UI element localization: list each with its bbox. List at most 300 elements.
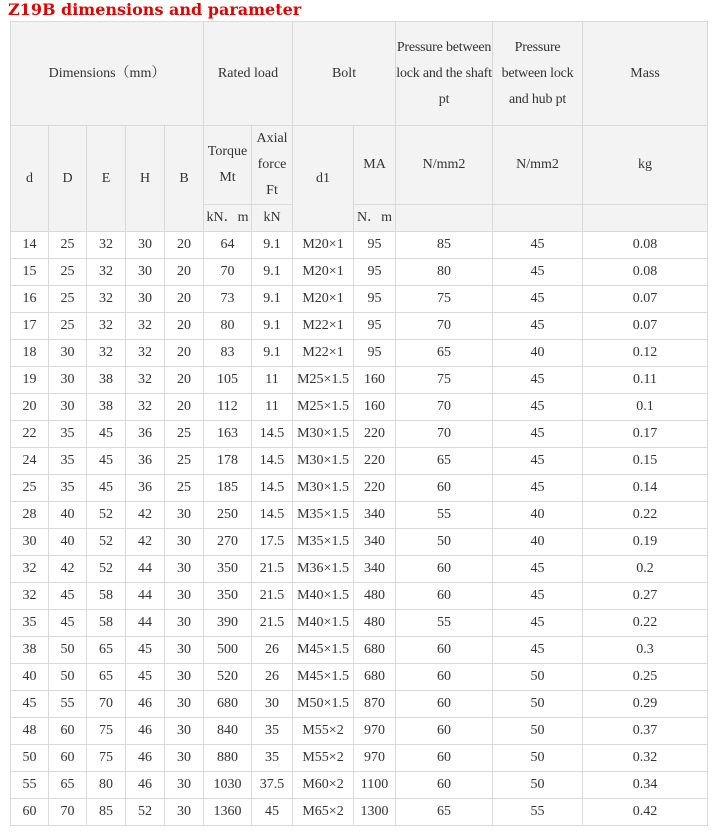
cell-D: 60: [49, 745, 87, 772]
cell-D: 45: [49, 610, 87, 637]
unit-torque: kN．m: [204, 205, 252, 232]
cell-B: 20: [165, 286, 204, 313]
cell-pt-shaft: 55: [396, 502, 493, 529]
cell-D: 25: [49, 286, 87, 313]
cell-d: 48: [11, 718, 49, 745]
cell-B: 20: [165, 367, 204, 394]
col-torque: Torque Mt: [204, 126, 252, 205]
cell-axial-force: 14.5: [252, 421, 293, 448]
cell-pt-shaft: 50: [396, 529, 493, 556]
cell-E: 32: [87, 232, 126, 259]
cell-axial-force: 9.1: [252, 313, 293, 340]
cell-B: 30: [165, 718, 204, 745]
cell-mass: 0.1: [583, 394, 708, 421]
table-row: [11, 529, 708, 556]
cell-H: 44: [126, 610, 165, 637]
spec-table: [10, 21, 708, 826]
unit-empty-hub: [493, 205, 583, 232]
cell-D: 42: [49, 556, 87, 583]
cell-B: 30: [165, 529, 204, 556]
cell-pt-hub: 45: [493, 286, 583, 313]
cell-E: 38: [87, 394, 126, 421]
unit-empty-shaft: [396, 205, 493, 232]
table-header: [11, 22, 708, 232]
cell-pt-hub: 45: [493, 421, 583, 448]
cell-D: 35: [49, 475, 87, 502]
cell-H: 46: [126, 691, 165, 718]
cell-pt-hub: 40: [493, 529, 583, 556]
cell-B: 30: [165, 556, 204, 583]
cell-torque: 83: [204, 340, 252, 367]
cell-MA: 340: [354, 529, 396, 556]
cell-d: 55: [11, 772, 49, 799]
cell-d: 24: [11, 448, 49, 475]
table-row: [11, 556, 708, 583]
cell-d: 18: [11, 340, 49, 367]
cell-mass: 0.08: [583, 259, 708, 286]
col-pt-shaft-unit: N/mm2: [396, 126, 493, 205]
cell-MA: 160: [354, 394, 396, 421]
cell-pt-shaft: 60: [396, 664, 493, 691]
cell-axial-force: 11: [252, 367, 293, 394]
cell-d: 40: [11, 664, 49, 691]
cell-D: 40: [49, 502, 87, 529]
cell-axial-force: 11: [252, 394, 293, 421]
table-row: [11, 367, 708, 394]
cell-mass: 0.14: [583, 475, 708, 502]
cell-axial-force: 30: [252, 691, 293, 718]
cell-axial-force: 9.1: [252, 232, 293, 259]
cell-H: 44: [126, 556, 165, 583]
cell-d1: M55×2: [293, 745, 354, 772]
cell-pt-hub: 45: [493, 313, 583, 340]
cell-MA: 95: [354, 313, 396, 340]
table-row: [11, 691, 708, 718]
cell-H: 46: [126, 718, 165, 745]
cell-torque: 840: [204, 718, 252, 745]
header-pressure-hub: Pressure between lock and hub pt: [493, 22, 583, 126]
cell-axial-force: 21.5: [252, 610, 293, 637]
cell-torque: 73: [204, 286, 252, 313]
cell-MA: 870: [354, 691, 396, 718]
cell-B: 30: [165, 664, 204, 691]
cell-d1: M20×1: [293, 232, 354, 259]
cell-E: 32: [87, 313, 126, 340]
cell-d: 35: [11, 610, 49, 637]
cell-pt-shaft: 70: [396, 421, 493, 448]
cell-D: 40: [49, 529, 87, 556]
cell-MA: 480: [354, 583, 396, 610]
cell-pt-shaft: 70: [396, 394, 493, 421]
cell-H: 32: [126, 394, 165, 421]
cell-H: 32: [126, 340, 165, 367]
cell-D: 25: [49, 259, 87, 286]
table-row: [11, 637, 708, 664]
cell-MA: 970: [354, 745, 396, 772]
cell-MA: 95: [354, 286, 396, 313]
cell-d: 16: [11, 286, 49, 313]
col-d1: d1: [293, 126, 354, 232]
cell-axial-force: 26: [252, 664, 293, 691]
cell-D: 30: [49, 340, 87, 367]
cell-d: 32: [11, 556, 49, 583]
cell-axial-force: 17.5: [252, 529, 293, 556]
unit-MA: N．m: [354, 205, 396, 232]
cell-pt-shaft: 65: [396, 340, 493, 367]
cell-H: 36: [126, 448, 165, 475]
cell-torque: 1030: [204, 772, 252, 799]
cell-pt-shaft: 75: [396, 286, 493, 313]
cell-torque: 270: [204, 529, 252, 556]
cell-pt-shaft: 60: [396, 691, 493, 718]
cell-axial-force: 26: [252, 637, 293, 664]
cell-pt-hub: 50: [493, 691, 583, 718]
cell-H: 42: [126, 502, 165, 529]
cell-E: 58: [87, 583, 126, 610]
cell-B: 30: [165, 745, 204, 772]
cell-pt-hub: 50: [493, 664, 583, 691]
cell-MA: 340: [354, 502, 396, 529]
cell-B: 30: [165, 772, 204, 799]
cell-B: 20: [165, 232, 204, 259]
header-bolt: Bolt: [293, 22, 396, 126]
cell-d: 22: [11, 421, 49, 448]
cell-torque: 350: [204, 556, 252, 583]
cell-torque: 112: [204, 394, 252, 421]
cell-pt-shaft: 60: [396, 718, 493, 745]
cell-d1: M36×1.5: [293, 556, 354, 583]
cell-mass: 0.08: [583, 232, 708, 259]
cell-d1: M30×1.5: [293, 421, 354, 448]
cell-mass: 0.25: [583, 664, 708, 691]
cell-B: 30: [165, 610, 204, 637]
cell-E: 52: [87, 502, 126, 529]
cell-d1: M65×2: [293, 799, 354, 826]
cell-torque: 880: [204, 745, 252, 772]
cell-E: 32: [87, 340, 126, 367]
cell-E: 85: [87, 799, 126, 826]
cell-H: 30: [126, 259, 165, 286]
header-group-row: [11, 22, 708, 126]
cell-torque: 390: [204, 610, 252, 637]
cell-H: 36: [126, 475, 165, 502]
cell-mass: 0.22: [583, 502, 708, 529]
cell-E: 45: [87, 448, 126, 475]
cell-H: 46: [126, 772, 165, 799]
table-row: [11, 610, 708, 637]
cell-E: 52: [87, 556, 126, 583]
cell-torque: 185: [204, 475, 252, 502]
cell-B: 20: [165, 313, 204, 340]
col-B: B: [165, 126, 204, 232]
table-row: [11, 232, 708, 259]
cell-mass: 0.19: [583, 529, 708, 556]
cell-E: 70: [87, 691, 126, 718]
cell-B: 25: [165, 421, 204, 448]
cell-d: 20: [11, 394, 49, 421]
cell-mass: 0.07: [583, 313, 708, 340]
cell-axial-force: 14.5: [252, 475, 293, 502]
cell-MA: 680: [354, 664, 396, 691]
col-MA: MA: [354, 126, 396, 205]
cell-D: 25: [49, 313, 87, 340]
cell-E: 65: [87, 664, 126, 691]
cell-MA: 95: [354, 340, 396, 367]
cell-d1: M25×1.5: [293, 394, 354, 421]
cell-MA: 220: [354, 448, 396, 475]
cell-B: 25: [165, 475, 204, 502]
header-rated-load: Rated load: [204, 22, 293, 126]
table-row: [11, 421, 708, 448]
cell-d: 19: [11, 367, 49, 394]
cell-torque: 1360: [204, 799, 252, 826]
cell-pt-shaft: 60: [396, 637, 493, 664]
cell-D: 35: [49, 421, 87, 448]
cell-E: 75: [87, 718, 126, 745]
cell-D: 50: [49, 637, 87, 664]
cell-D: 60: [49, 718, 87, 745]
page-title: Z19B dimensions and parameter: [8, 0, 302, 19]
cell-d: 45: [11, 691, 49, 718]
cell-H: 45: [126, 664, 165, 691]
cell-mass: 0.32: [583, 745, 708, 772]
cell-E: 80: [87, 772, 126, 799]
cell-MA: 970: [354, 718, 396, 745]
table-row: [11, 772, 708, 799]
header-mass: Mass: [583, 22, 708, 126]
table-row: [11, 259, 708, 286]
cell-D: 30: [49, 394, 87, 421]
col-E: E: [87, 126, 126, 232]
cell-MA: 160: [354, 367, 396, 394]
unit-axial-force: kN: [252, 205, 293, 232]
cell-D: 35: [49, 448, 87, 475]
cell-B: 30: [165, 502, 204, 529]
cell-MA: 1100: [354, 772, 396, 799]
cell-mass: 0.37: [583, 718, 708, 745]
cell-mass: 0.12: [583, 340, 708, 367]
table-row: [11, 502, 708, 529]
table-row: [11, 286, 708, 313]
cell-pt-hub: 55: [493, 799, 583, 826]
table-row: [11, 340, 708, 367]
cell-D: 65: [49, 772, 87, 799]
cell-D: 50: [49, 664, 87, 691]
cell-d: 28: [11, 502, 49, 529]
cell-d1: M22×1: [293, 340, 354, 367]
col-H: H: [126, 126, 165, 232]
cell-pt-hub: 40: [493, 340, 583, 367]
cell-pt-shaft: 85: [396, 232, 493, 259]
cell-axial-force: 35: [252, 718, 293, 745]
cell-H: 52: [126, 799, 165, 826]
cell-H: 46: [126, 745, 165, 772]
cell-pt-shaft: 80: [396, 259, 493, 286]
cell-B: 30: [165, 637, 204, 664]
col-pt-hub-unit: N/mm2: [493, 126, 583, 205]
cell-mass: 0.34: [583, 772, 708, 799]
header-dimensions: Dimensions（mm）: [11, 22, 204, 126]
cell-MA: 340: [354, 556, 396, 583]
cell-MA: 95: [354, 232, 396, 259]
cell-H: 30: [126, 286, 165, 313]
cell-d1: M20×1: [293, 259, 354, 286]
table-row: [11, 745, 708, 772]
cell-mass: 0.3: [583, 637, 708, 664]
cell-B: 25: [165, 448, 204, 475]
cell-mass: 0.07: [583, 286, 708, 313]
cell-D: 70: [49, 799, 87, 826]
cell-mass: 0.17: [583, 421, 708, 448]
cell-B: 20: [165, 394, 204, 421]
cell-d1: M35×1.5: [293, 529, 354, 556]
cell-pt-hub: 45: [493, 610, 583, 637]
cell-E: 32: [87, 286, 126, 313]
cell-E: 45: [87, 475, 126, 502]
cell-pt-shaft: 60: [396, 745, 493, 772]
cell-d1: M30×1.5: [293, 475, 354, 502]
cell-H: 32: [126, 367, 165, 394]
cell-H: 30: [126, 232, 165, 259]
cell-pt-hub: 50: [493, 772, 583, 799]
cell-pt-hub: 50: [493, 745, 583, 772]
col-D: D: [49, 126, 87, 232]
cell-MA: 1300: [354, 799, 396, 826]
cell-torque: 520: [204, 664, 252, 691]
cell-pt-hub: 45: [493, 259, 583, 286]
cell-E: 45: [87, 421, 126, 448]
cell-d1: M45×1.5: [293, 637, 354, 664]
cell-H: 36: [126, 421, 165, 448]
cell-d: 32: [11, 583, 49, 610]
cell-d: 38: [11, 637, 49, 664]
cell-torque: 178: [204, 448, 252, 475]
cell-MA: 95: [354, 259, 396, 286]
cell-torque: 64: [204, 232, 252, 259]
cell-pt-hub: 45: [493, 394, 583, 421]
cell-mass: 0.29: [583, 691, 708, 718]
cell-d1: M25×1.5: [293, 367, 354, 394]
cell-pt-hub: 45: [493, 448, 583, 475]
cell-B: 30: [165, 583, 204, 610]
cell-pt-shaft: 70: [396, 313, 493, 340]
cell-H: 32: [126, 313, 165, 340]
table-row: [11, 475, 708, 502]
cell-pt-shaft: 75: [396, 367, 493, 394]
cell-E: 38: [87, 367, 126, 394]
cell-axial-force: 35: [252, 745, 293, 772]
cell-pt-shaft: 60: [396, 772, 493, 799]
cell-MA: 480: [354, 610, 396, 637]
cell-d: 50: [11, 745, 49, 772]
cell-pt-shaft: 60: [396, 475, 493, 502]
cell-axial-force: 9.1: [252, 286, 293, 313]
cell-H: 45: [126, 637, 165, 664]
cell-B: 20: [165, 340, 204, 367]
table-row: [11, 664, 708, 691]
cell-pt-shaft: 55: [396, 610, 493, 637]
cell-d1: M55×2: [293, 718, 354, 745]
cell-axial-force: 9.1: [252, 340, 293, 367]
cell-axial-force: 21.5: [252, 556, 293, 583]
cell-mass: 0.22: [583, 610, 708, 637]
cell-torque: 105: [204, 367, 252, 394]
cell-torque: 500: [204, 637, 252, 664]
cell-d: 17: [11, 313, 49, 340]
cell-mass: 0.2: [583, 556, 708, 583]
cell-D: 45: [49, 583, 87, 610]
cell-E: 32: [87, 259, 126, 286]
cell-pt-hub: 45: [493, 556, 583, 583]
cell-pt-hub: 50: [493, 718, 583, 745]
cell-B: 30: [165, 799, 204, 826]
cell-d1: M22×1: [293, 313, 354, 340]
cell-pt-shaft: 60: [396, 556, 493, 583]
cell-mass: 0.15: [583, 448, 708, 475]
cell-D: 25: [49, 232, 87, 259]
col-axial-force: Axial force Ft: [252, 126, 293, 205]
cell-axial-force: 21.5: [252, 583, 293, 610]
cell-d1: M35×1.5: [293, 502, 354, 529]
cell-d1: M40×1.5: [293, 583, 354, 610]
cell-B: 30: [165, 691, 204, 718]
cell-H: 42: [126, 529, 165, 556]
cell-d1: M20×1: [293, 286, 354, 313]
cell-pt-hub: 45: [493, 232, 583, 259]
cell-axial-force: 14.5: [252, 448, 293, 475]
table-row: [11, 448, 708, 475]
cell-d1: M50×1.5: [293, 691, 354, 718]
cell-d: 25: [11, 475, 49, 502]
col-d: d: [11, 126, 49, 232]
cell-E: 58: [87, 610, 126, 637]
cell-torque: 350: [204, 583, 252, 610]
cell-pt-shaft: 65: [396, 799, 493, 826]
cell-axial-force: 37.5: [252, 772, 293, 799]
table-row: [11, 394, 708, 421]
cell-D: 55: [49, 691, 87, 718]
cell-pt-hub: 40: [493, 502, 583, 529]
cell-axial-force: 14.5: [252, 502, 293, 529]
cell-d1: M60×2: [293, 772, 354, 799]
cell-axial-force: 45: [252, 799, 293, 826]
unit-empty-mass: [583, 205, 708, 232]
cell-pt-hub: 45: [493, 637, 583, 664]
header-pressure-shaft: Pressure between lock and the shaft pt: [396, 22, 493, 126]
cell-pt-shaft: 65: [396, 448, 493, 475]
table-row: [11, 583, 708, 610]
cell-MA: 680: [354, 637, 396, 664]
cell-E: 65: [87, 637, 126, 664]
cell-d: 14: [11, 232, 49, 259]
table-row: [11, 799, 708, 826]
cell-d: 30: [11, 529, 49, 556]
table-body: [11, 232, 708, 826]
cell-mass: 0.11: [583, 367, 708, 394]
cell-d1: M40×1.5: [293, 610, 354, 637]
cell-MA: 220: [354, 421, 396, 448]
cell-MA: 220: [354, 475, 396, 502]
cell-mass: 0.42: [583, 799, 708, 826]
cell-mass: 0.27: [583, 583, 708, 610]
col-mass-unit: kg: [583, 126, 708, 205]
cell-B: 20: [165, 259, 204, 286]
cell-d: 60: [11, 799, 49, 826]
cell-H: 44: [126, 583, 165, 610]
cell-axial-force: 9.1: [252, 259, 293, 286]
header-column-row: [11, 126, 708, 205]
cell-d1: M30×1.5: [293, 448, 354, 475]
